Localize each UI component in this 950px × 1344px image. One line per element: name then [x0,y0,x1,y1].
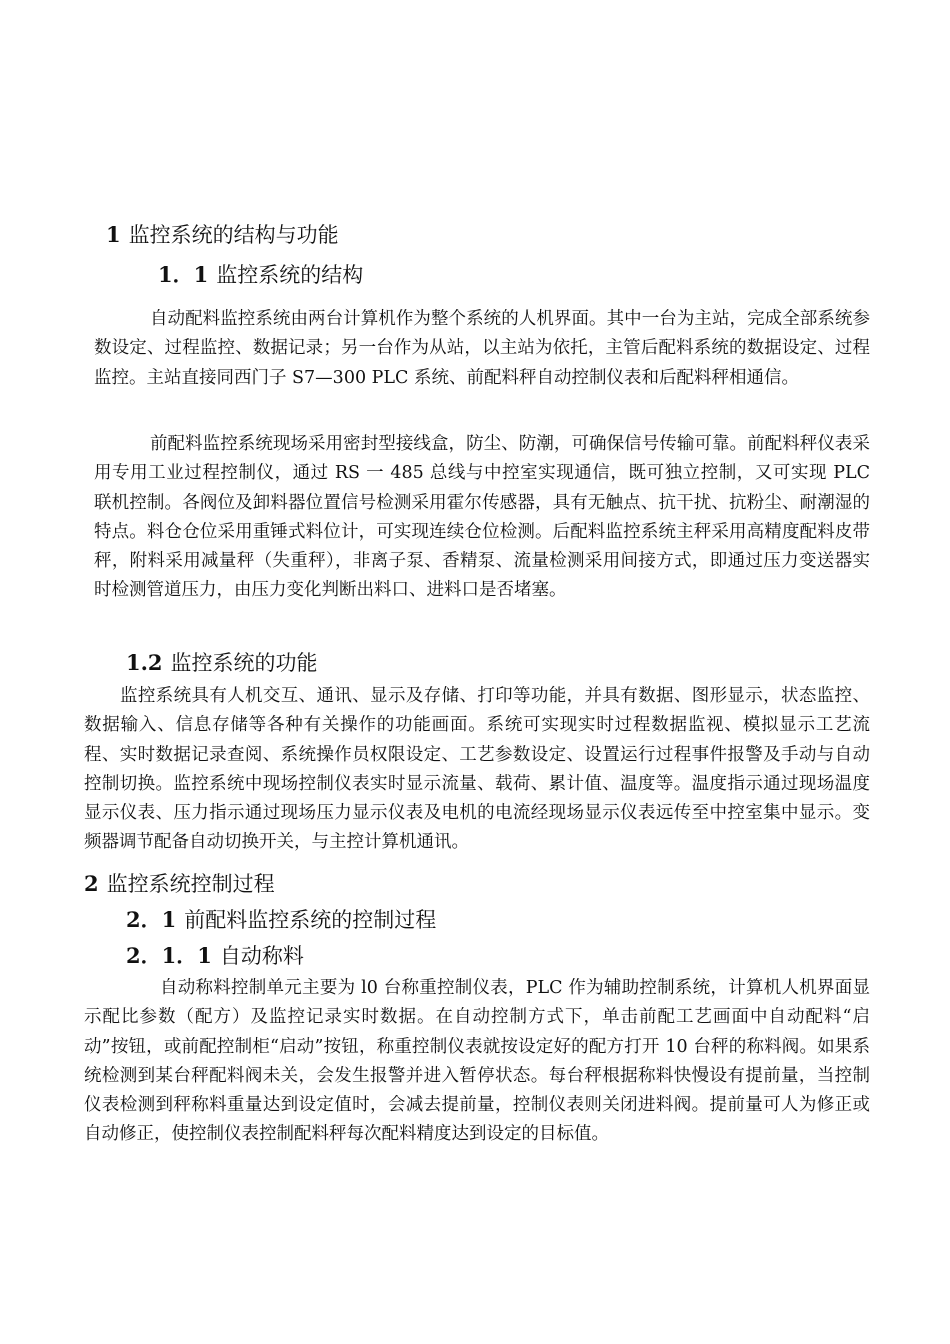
heading-2-number: 2 [84,871,99,896]
heading-2 [84,869,275,899]
heading-2-1 [126,905,436,935]
heading-1-number: 1 [106,222,121,247]
heading-1-1-number: 1．1 [158,262,209,287]
heading-1-2-number: 1.2 [126,650,163,675]
paragraph-functions: 监控系统具有人机交互、通讯、显示及存储、打印等功能，并具有数据、图形显示，状态监控、数据输入、信息存储等各种有关操作的功能画面。系统可实现实时过程数据监视、模拟显示工艺流程、实时数据记录查阅、系统操作员权限设定、工艺参数设定、设置运行过程事件报警及手动与自动控制切换。监控系统中现场控制仪表实时显示流量、载荷、累计值、温度等。温度指示通过现场温度显示仪表、压力指示通过现场压力显示仪表及电机的电流经现场显示仪表远传至中控室集中显示。变频器调节配备自动切换开关，与主控计算机通讯。 [84,686,870,853]
heading-2-1-number: 2．1 [126,907,177,932]
heading-2-title: 监控系统控制过程 [106,872,275,896]
heading-2-1-1-number: 2．1．1 [126,943,212,968]
heading-2-1-title: 前配料监控系统的控制过程 [184,908,437,932]
heading-2-1-1 [126,941,304,971]
heading-1-1 [158,260,363,290]
heading-1-title: 监控系统的结构与功能 [128,223,339,247]
heading-1-2 [126,648,318,678]
heading-2-1-1-title: 自动称料 [219,944,304,968]
heading-1-2-title: 监控系统的功能 [170,651,318,675]
paragraph-structure: 自动配料监控系统由两台计算机作为整个系统的人机界面。其中一台为主站，完成全部系统参数设定、过程监控、数据记录；另一台作为从站，以主站为依托，主管后配料系统的数据设定、过程监控。主站直接同西门子 S7—300 PLC 系统、前配料秤自动控制仪表和后配料秤相通信。 [94,309,870,388]
paragraph-auto-weighing: 自动称料控制单元主要为 l0 台称重控制仪表，PLC 作为辅助控制系统，计算机人机界面显示配比参数（配方）及监控记录实时数据。在自动控制方式下，单击前配工艺画面中自动配料“启动”按钮，或前配控制柜“启动”按钮，称重控制仪表就按设定好的配方打开 10 台秤的称料阀。如果系统检测到某台秤配料阀未关，会发生报警并进入暂停状态。每台秤根据称料快慢设有提前量，当控制仪表检测到秤称料重量达到设定值时，会减去提前量，控制仪表则关闭进料阀。提前量可人为修正或自动修正，使控制仪表控制配料秤每次配料精度达到设定的目标值。 [84,978,870,1145]
heading-1-1-title: 监控系统的结构 [216,263,364,287]
paragraph-front-batching: 前配料监控系统现场采用密封型接线盒，防尘、防潮，可确保信号传输可靠。前配料秤仪表采用专用工业过程控制仪，通过 RS 一 485 总线与中控室实现通信，既可独立控制，又可实现 PLC 联机控制。各阀位及卸料器位置信号检测采用霍尔传感器，具有无触点、抗干扰、抗粉尘、耐潮湿的特点。料仓仓位采用重锤式料位计，可实现连续仓位检测。后配料监控系统主秤采用高精度配料皮带秤，附料采用减量秤（失重秤），非离子泵、香精泵、流量检测采用间接方式，即通过压力变送器实时检测管道压力，由压力变化判断出料口、进料口是否堵塞。 [94,434,870,601]
heading-1 [106,220,339,250]
